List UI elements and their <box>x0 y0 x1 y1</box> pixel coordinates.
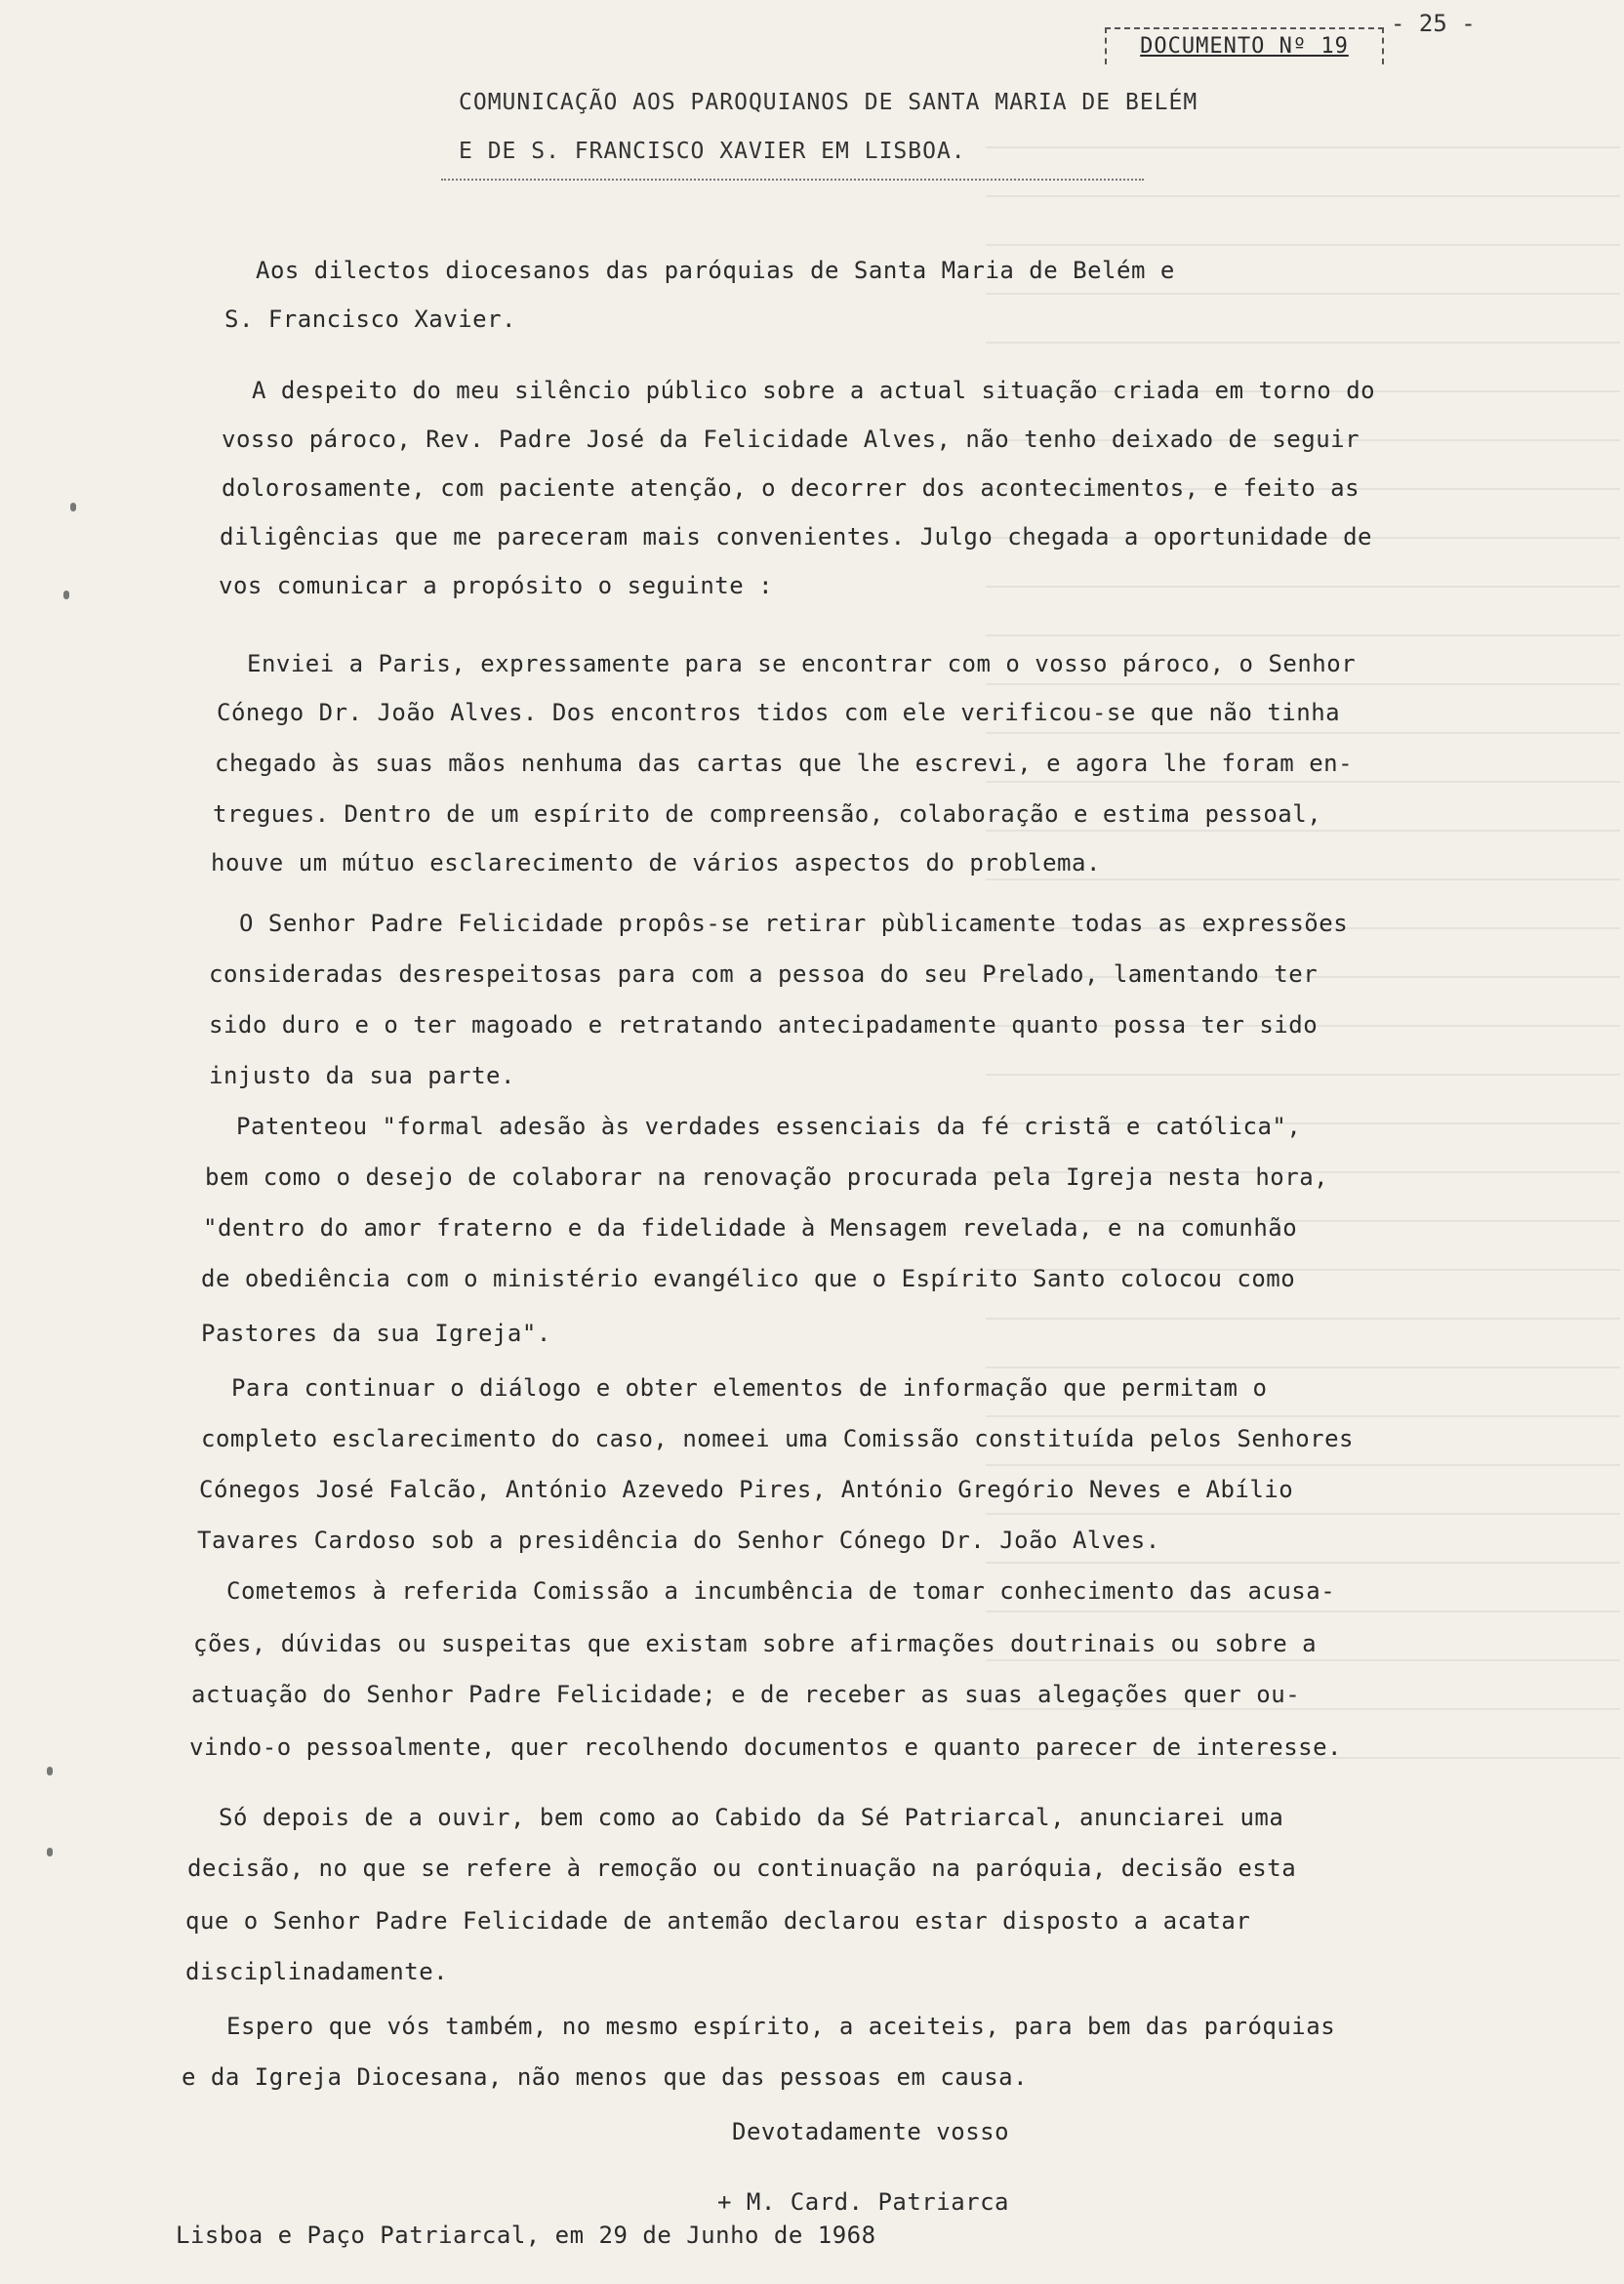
heading-rule <box>441 179 1144 181</box>
heading-line-2: E DE S. FRANCISCO XAVIER EM LISBOA. <box>459 139 966 164</box>
body-line: Patenteou "formal adesão às verdades essenciais da fé cristã e católica", <box>236 1113 1302 1140</box>
body-line: Aos dilectos diocesanos das paróquias de Santa Maria de Belém e <box>256 257 1175 284</box>
body-line: tregues. Dentro de um espírito de compreensão, colaboração e estima pessoal, <box>213 800 1322 828</box>
body-line: O Senhor Padre Felicidade propôs-se retirar pùblicamente todas as expressões <box>239 910 1349 937</box>
body-line: vos comunicar a propósito o seguinte : <box>219 572 774 599</box>
body-line: "dentro do amor fraterno e da fidelidade à Mensagem revelada, e na comunhão <box>203 1214 1298 1242</box>
punch-mark <box>47 1848 53 1856</box>
signature: + M. Card. Patriarca <box>717 2188 1009 2216</box>
body-line: Enviei a Paris, expressamente para se encontrar com o vosso pároco, o Senhor <box>247 650 1357 677</box>
body-line: Pastores da sua Igreja". <box>201 1320 551 1347</box>
body-line: vindo-o pessoalmente, quer recolhendo documentos e quanto parecer de interesse. <box>189 1733 1342 1761</box>
body-line: Cónego Dr. João Alves. Dos encontros tidos com ele verificou-se que não tinha <box>217 699 1341 726</box>
punch-mark <box>70 503 76 511</box>
body-line: Só depois de a ouvir, bem como ao Cabido da Sé Patriarcal, anunciarei uma <box>219 1804 1284 1831</box>
body-line: vosso pároco, Rev. Padre José da Felicidade Alves, não tenho deixado de seguir <box>222 426 1360 453</box>
body-line: Espero que vós também, no mesmo espírito, a aceiteis, para bem das paróquias <box>226 2013 1336 2040</box>
punch-mark <box>47 1767 53 1775</box>
body-line: disciplinadamente. <box>185 1958 449 1985</box>
body-line: A despeito do meu silêncio público sobre a actual situação criada em torno do <box>252 377 1376 404</box>
heading-line-1: COMUNICAÇÃO AOS PAROQUIANOS DE SANTA MARIA DE BELÉM <box>459 90 1198 115</box>
body-line: Para continuar o diálogo e obter elementos de informação que permitam o <box>231 1374 1268 1402</box>
punch-mark <box>63 591 69 599</box>
body-line: completo esclarecimento do caso, nomeei uma Comissão constituída pelos Senhores <box>201 1425 1354 1452</box>
document-label: DOCUMENTO Nº 19 <box>1105 27 1384 64</box>
closing: Devotadamente vosso <box>732 2118 1010 2145</box>
body-line: houve um mútuo esclarecimento de vários aspectos do problema. <box>211 849 1101 877</box>
body-line: S. Francisco Xavier. <box>224 306 516 333</box>
body-line: chegado às suas mãos nenhuma das cartas que lhe escrevi, e agora lhe foram en- <box>215 750 1354 777</box>
body-line: bem como o desejo de colaborar na renovação procurada pela Igreja nesta hora, <box>205 1163 1329 1191</box>
body-line: que o Senhor Padre Felicidade de antemão declarou estar disposto a acatar <box>185 1907 1251 1935</box>
body-line: sido duro e o ter magoado e retratando antecipadamente quanto possa ter sido <box>209 1011 1319 1039</box>
body-line: dolorosamente, com paciente atenção, o decorrer dos acontecimentos, e feito as <box>222 474 1360 502</box>
place-date: Lisboa e Paço Patriarcal, em 29 de Junho de 1968 <box>176 2222 876 2249</box>
body-line: Cónegos José Falcão, António Azevedo Pires, António Gregório Neves e Abílio <box>199 1476 1294 1503</box>
body-line: Tavares Cardoso sob a presidência do Senhor Cónego Dr. João Alves. <box>197 1527 1160 1554</box>
body-line: de obediência com o ministério evangélico que o Espírito Santo colocou como <box>201 1265 1296 1292</box>
body-line: e da Igreja Diocesana, não menos que das pessoas em causa. <box>182 2063 1029 2091</box>
body-line: consideradas desrespeitosas para com a pessoa do seu Prelado, lamentando ter <box>209 960 1319 988</box>
body-line: injusto da sua parte. <box>209 1062 515 1089</box>
page-number: - 25 - <box>1391 10 1476 37</box>
body-line: actuação do Senhor Padre Felicidade; e de receber as suas alegações quer ou- <box>191 1681 1301 1708</box>
body-line: ções, dúvidas ou suspeitas que existam sobre afirmações doutrinais ou sobre a <box>193 1630 1318 1657</box>
body-line: diligências que me pareceram mais convenientes. Julgo chegada a oportunidade de <box>220 523 1372 551</box>
body-line: Cometemos à referida Comissão a incumbência de tomar conhecimento das acusa- <box>226 1577 1336 1605</box>
body-line: decisão, no que se refere à remoção ou continuação na paróquia, decisão esta <box>187 1855 1297 1882</box>
